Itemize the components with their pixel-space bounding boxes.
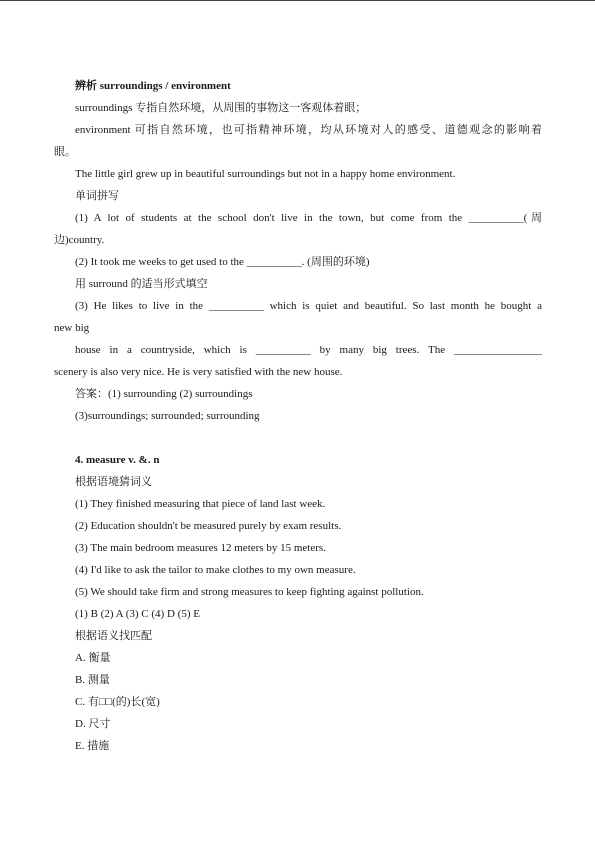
measure-answers: (1) B (2) A (3) C (4) D (5) E — [75, 608, 200, 620]
top-border-line — [0, 0, 595, 1]
spelling-question-2: (2) It took me weeks to get used to the __________. (周围的环境) — [75, 256, 370, 268]
spelling-question-1-line1: (1) A lot of students at the school don't live in the town, but come from the __________(周 — [75, 212, 542, 224]
option-d: D. 尺寸 — [75, 718, 111, 730]
fill-heading: 用 surround 的适当形式填空 — [75, 278, 208, 290]
example-sentence: The little girl grew up in beautiful surroundings but not in a happy home environment. — [75, 168, 456, 180]
match-heading: 根据语义找匹配 — [75, 630, 152, 642]
option-a: A. 衡量 — [75, 652, 111, 664]
measure-heading: 4. measure v. &. n — [75, 454, 160, 466]
measure-sentence-2: (2) Education shouldn't be measured purely by exam results. — [75, 520, 342, 532]
fill-question-3-line1: (3) He likes to live in the __________ which is quiet and beautiful. So last month he bought a — [75, 300, 542, 312]
measure-sentence-5: (5) We should take firm and strong measures to keep fighting against pollution. — [75, 586, 424, 598]
fill-question-3-line4: scenery is also very nice. He is very satisfied with the new house. — [54, 366, 343, 378]
answer-line-2: (3)surroundings; surrounded; surrounding — [75, 410, 260, 422]
spelling-heading: 单词拼写 — [75, 190, 119, 202]
option-c: C. 有□□(的)长(宽) — [75, 696, 160, 708]
fill-question-3-line3: house in a countryside, which is __________ by many big trees. The ________________ — [75, 344, 542, 356]
guess-heading: 根据语境猜词义 — [75, 476, 152, 488]
answer-line-1: 答案：(1) surrounding (2) surroundings — [75, 388, 253, 400]
option-e: E. 措施 — [75, 740, 110, 752]
definition-environment-line1: environment 可指自然环境，也可指精神环境，均从环境对人的感受、道德观念的影响着 — [75, 124, 542, 136]
spelling-question-1-line2: 边)country. — [54, 234, 105, 246]
measure-sentence-1: (1) They finished measuring that piece of land last week. — [75, 498, 326, 510]
option-b: B. 测量 — [75, 674, 110, 686]
measure-sentence-3: (3) The main bedroom measures 12 meters by 15 meters. — [75, 542, 326, 554]
measure-sentence-4: (4) I'd like to ask the tailor to make clothes to my own measure. — [75, 564, 356, 576]
definition-surroundings: surroundings 专指自然环境，从周围的事物这一客观体着眼； — [75, 102, 367, 114]
section-heading: 辨析 surroundings / environment — [75, 80, 231, 92]
definition-environment-line2: 眼。 — [54, 146, 76, 158]
fill-question-3-line2: new big — [54, 322, 90, 334]
